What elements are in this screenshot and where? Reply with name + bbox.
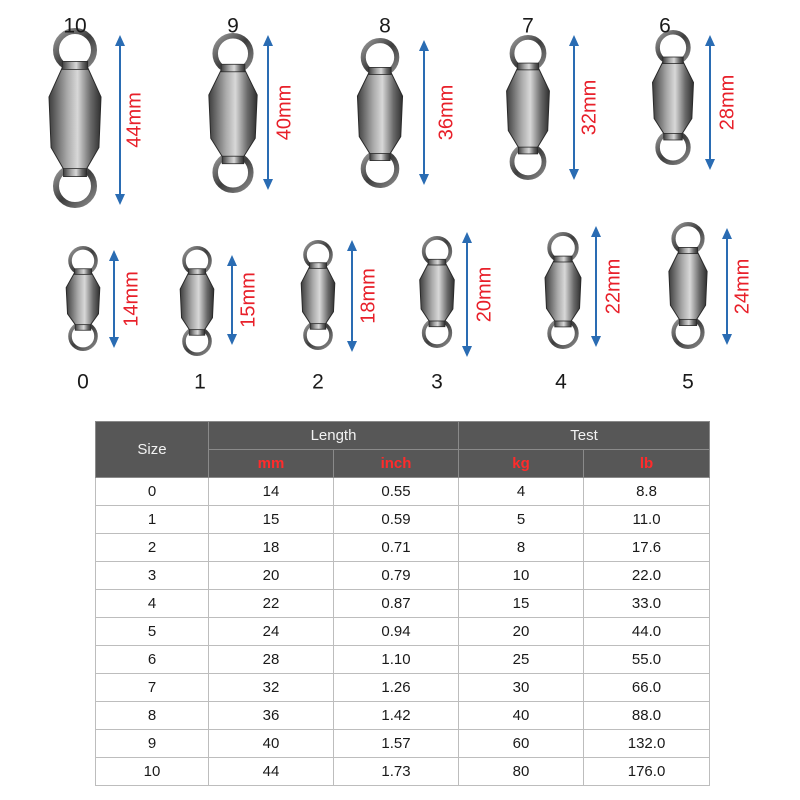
test-lb-cell: 22.0 [584,562,710,590]
table-row [96,506,710,534]
swivel-top-collar [74,269,91,275]
swivel-bottom-collar [679,319,696,325]
size-cell: 1 [96,506,209,534]
length-mm-cell: 22 [209,590,334,618]
swivel-barrel [209,68,257,158]
table-header-row [96,422,710,450]
size-number: 5 [682,370,694,394]
size-number: 8 [379,14,391,38]
test-lb-cell: 66.0 [584,674,710,702]
table-row [96,730,710,758]
dimension-arrow [705,35,715,170]
length-mm-cell: 28 [209,646,334,674]
swivel-top-collar [62,61,87,69]
dimension-label: 15mm [237,272,260,328]
swivel-top-collar [428,259,446,265]
test-lb-cell: 44.0 [584,618,710,646]
swivel-bottom-collar [664,133,683,140]
test-kg-cell: 80 [459,758,584,786]
dimension-label: 28mm [716,74,739,131]
table-row [96,534,710,562]
length-inch-cell: 1.26 [334,674,459,702]
size-cell: 9 [96,730,209,758]
size-number: 3 [431,370,443,394]
swivel-barrel [357,71,402,155]
swivel-size-6 [653,15,739,170]
dimension-label: 44mm [123,92,146,148]
size-cell: 10 [96,758,209,786]
dimension-label: 36mm [435,84,458,141]
swivel-top-collar [369,67,391,74]
table-row [96,646,710,674]
swivel-size-9 [209,15,295,191]
size-number: 6 [659,14,671,38]
test-lb-cell: 88.0 [584,702,710,730]
swivel-barrel [49,65,101,170]
test-lb-cell: 17.6 [584,534,710,562]
table-row [96,758,710,786]
swivel-spec-table [95,421,710,786]
swivel-size-5 [669,224,753,393]
table-row [96,674,710,702]
length-inch-cell: 0.59 [334,506,459,534]
swivel-size-1 [180,248,259,394]
dimension-label: 40mm [273,84,296,141]
size-cell: 5 [96,618,209,646]
size-number: 1 [194,370,206,394]
test-lb-cell: 11.0 [584,506,710,534]
size-column-header: Size [96,422,209,478]
swivel-top-collar [188,269,205,275]
test-kg-cell: 40 [459,702,584,730]
length-inch-cell: 1.57 [334,730,459,758]
swivel-top-collar [309,263,326,269]
swivel-bottom-collar [518,147,537,154]
dimension-arrow [347,240,357,352]
dimension-arrow [109,250,119,348]
length-inch-cell: 0.87 [334,590,459,618]
swivel-bottom-collar [222,156,244,164]
swivel-barrel [301,265,335,325]
test-kg-cell: 20 [459,618,584,646]
size-cell: 4 [96,590,209,618]
inch-column-header: inch [334,450,459,478]
test-lb-cell: 176.0 [584,758,710,786]
test-kg-cell: 15 [459,590,584,618]
swivel-size-2 [301,240,379,394]
mm-column-header: mm [209,450,334,478]
table-row [96,562,710,590]
length-mm-cell: 14 [209,478,334,506]
swivel-top-collar [678,247,697,253]
test-kg-cell: 10 [459,562,584,590]
test-kg-cell: 4 [459,478,584,506]
swivel-size-0 [66,248,142,394]
test-lb-cell: 132.0 [584,730,710,758]
test-kg-cell: 30 [459,674,584,702]
size-number: 0 [77,370,89,394]
length-mm-cell: 24 [209,618,334,646]
swivel-top-collar [221,64,245,72]
test-kg-cell: 5 [459,506,584,534]
length-mm-cell: 44 [209,758,334,786]
swivel-size-10 [49,15,145,205]
length-inch-cell: 0.71 [334,534,459,562]
table-body [96,478,710,786]
size-cell: 3 [96,562,209,590]
swivel-barrel [669,250,707,321]
length-mm-cell: 20 [209,562,334,590]
length-mm-cell: 15 [209,506,334,534]
length-mm-cell: 32 [209,674,334,702]
size-number: 2 [312,370,324,394]
dimension-label: 22mm [602,258,625,315]
length-group-header: Length [209,422,459,450]
size-cell: 0 [96,478,209,506]
size-number: 4 [555,370,567,394]
length-inch-cell: 0.79 [334,562,459,590]
swivel-size-3 [420,232,496,394]
swivel-bottom-collar [555,321,572,327]
length-inch-cell: 1.73 [334,758,459,786]
test-kg-cell: 25 [459,646,584,674]
swivel-bottom-collar [429,321,445,327]
lb-column-header: lb [584,450,710,478]
dimension-label: 24mm [731,258,754,315]
table-row [96,618,710,646]
swivel-bottom-collar [189,330,205,336]
swivel-barrel [653,60,694,135]
size-number: 7 [522,14,534,38]
length-mm-cell: 36 [209,702,334,730]
size-number: 10 [63,14,87,38]
length-mm-cell: 40 [209,730,334,758]
size-number: 9 [227,14,239,38]
swivel-bottom-collar [310,324,326,330]
dimension-label: 20mm [473,266,496,323]
table-row [96,702,710,730]
length-inch-cell: 0.55 [334,478,459,506]
swivel-barrel [66,271,100,326]
swivel-barrel [420,262,455,322]
dimension-arrow [419,40,429,185]
swivel-size-8 [357,15,457,186]
length-inch-cell: 1.10 [334,646,459,674]
dimension-arrow [591,226,601,347]
dimension-label: 14mm [120,271,143,327]
dimension-label: 32mm [578,79,601,136]
dimension-arrow [263,35,273,190]
test-lb-cell: 55.0 [584,646,710,674]
table-row [96,478,710,506]
size-cell: 6 [96,646,209,674]
swivel-bottom-collar [75,325,91,331]
dimension-arrow [227,255,237,345]
dimension-arrow [462,232,472,357]
swivel-top-collar [517,63,538,70]
test-group-header: Test [459,422,710,450]
swivel-barrel [180,271,214,331]
swivel-barrel [545,259,581,323]
swivel-bottom-collar [63,169,86,177]
swivel-size-7 [507,15,601,180]
table-row [96,590,710,618]
swivel-size-4 [545,226,624,394]
test-kg-cell: 60 [459,730,584,758]
length-inch-cell: 1.42 [334,702,459,730]
test-lb-cell: 8.8 [584,478,710,506]
size-cell: 2 [96,534,209,562]
swivel-barrel [507,66,550,148]
size-cell: 8 [96,702,209,730]
test-lb-cell: 33.0 [584,590,710,618]
size-cell: 7 [96,674,209,702]
test-kg-cell: 8 [459,534,584,562]
swivel-top-collar [663,57,683,64]
swivel-top-collar [554,256,572,262]
length-inch-cell: 0.94 [334,618,459,646]
swivel-bottom-collar [370,153,390,160]
dimension-label: 18mm [357,268,380,324]
length-mm-cell: 18 [209,534,334,562]
kg-column-header: kg [459,450,584,478]
